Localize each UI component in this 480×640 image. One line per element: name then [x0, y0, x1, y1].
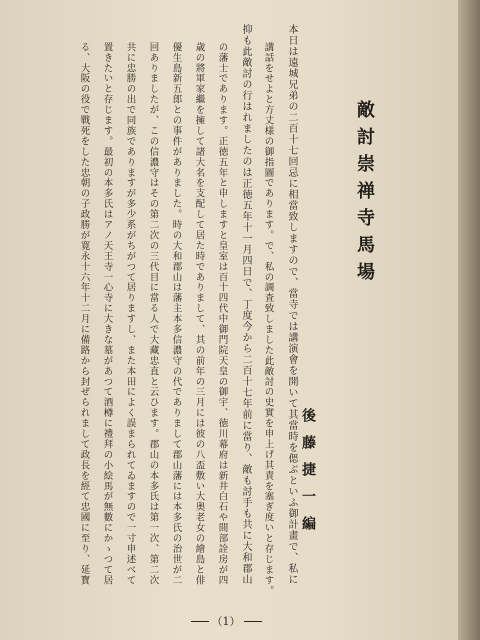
text-column-8: 共に忠勝の出で同族でありますが多少系がちがつて居りますし、また本田によく誤まられてゐますので一寸申述べて [124, 42, 136, 586]
text-column-4: の藩士であります。正徳五年と申しますと皇室は百十四代中御門院天皇の御宇、徳川幕府は新井白石や間部詮房が四 [216, 42, 228, 586]
text-column-1: 本日は遠城兄弟の二百十七回忌に相當致しますので、當寺では講演會を開いて其當時を偲ぶといふ御計畫で、私に [286, 24, 297, 585]
page-number [186, 614, 266, 628]
text-column-5: 歳の將軍家繼を擁して諸大名を支配して居た時でありまして、其の前年の三月には彼の八盃敷い大奥老女の繪島と俳 [193, 42, 205, 586]
page-number-text: （1） [211, 615, 241, 628]
text-column-2: 講話をせよと方丈様の御指圖であります。で、私の調査致しました此敵討の史實を申上げ其責を塞ぎ度いと存じます。 [262, 42, 274, 596]
text-column-9: 置きたいと存じます。最初の本多氏はアノ天王寺一心寺に大きな墓があつて酒樽に禮拜の小絵馬が無數にかゝつて居 [101, 42, 113, 586]
page-title: 敵討崇禅寺馬場 [354, 100, 375, 289]
folio-dash-left [191, 621, 209, 622]
folio-dash-right [244, 621, 262, 622]
text-column-10: る、大阪の役で戰死をした忠朝の子政勝が寛永十六年十二月に備路から封ぜられまして政長を經て忠國に至り、延寳 [78, 42, 90, 586]
text-column-7: 回ありましたが、この信濃守はその第二次の三代目に當る人で大藏忠直と云ひます。郡山の本多氏は第一次、第二次 [147, 42, 159, 586]
author-name: 後藤捷一編 [300, 408, 316, 543]
page-edge [458, 0, 480, 640]
text-column-6: 優生島新五郎との事件がありました。時の大和郡山は藩主本多信濃守の代でありまして郡山藩には本多氏の治世が二 [170, 42, 182, 586]
text-column-3: 抑も此敵討の行はれましたのは正徳五年十一月四日で、丁度今から二百十七年前に當り、敵も討手も共に大和郡山 [240, 24, 251, 585]
